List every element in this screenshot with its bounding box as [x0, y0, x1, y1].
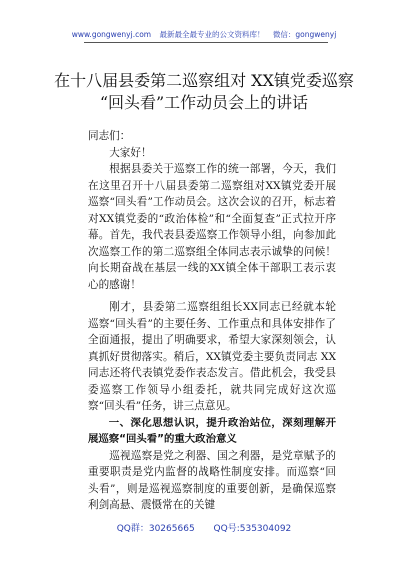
salutation: 大家好！	[109, 146, 152, 159]
site-slogan: 最新最全最专业的公文资料库！	[159, 30, 265, 39]
document-title	[40, 70, 368, 114]
page-footer	[0, 521, 408, 534]
qq-group: QQ群：30265665	[116, 524, 195, 534]
section-heading-1: 一、深化思想认识，提升政治站位，深刻理解开展巡察“回头看”的重大政治意义	[88, 416, 336, 445]
title-line-1: 在十八届县委第二巡察组对 XX镇党委巡察	[54, 71, 354, 90]
paragraph-3: 巡视巡察是党之利器、国之利器，是党章赋予的重要职责是党内监督的战略性制度安排。而巡察“回头看”，则是巡视巡察制度的重要创新，是确保巡察利剑高悬、震慑常在的关键	[88, 449, 336, 511]
title-line-2: “回头看”工作动员会上的讲话	[99, 93, 309, 112]
header-divider	[84, 42, 328, 43]
paragraph-1: 根据县委关于巡察工作的统一部署，今天，我们在这里召开十八届县委第二巡察组对XX镇党委开展巡察“回头看”工作动员会。这次会议的召开，标志着对XX镇党委的“政治体检”和“全面复查”正式拉开序幕。首先，我代表县委巡察工作领导小组，向参加此次巡察工作的第二巡察组全体同志表示诚挚的问候！向长期奋战在基层一线的XX镇全体干部职工表示衷心的感谢！	[88, 163, 336, 291]
qq-number: QQ号:535304092	[213, 524, 292, 534]
document-body	[88, 128, 336, 514]
wechat-id: 微信：gongwenyj	[272, 30, 337, 39]
paragraph-2: 刚才，县委第二巡察组组长XX同志已经就本轮巡察“回头看”的主要任务、工作重点和具体安排作了全面通报，提出了明确要求，希望大家深刻领会，认真抓好贯彻落实。稍后，XX镇党委主要负责同志 XX同志还将代表镇党委作表态发言。借此机会，我受县委巡察工作领导小组委托，就共同完成好这次巡察“回头看”任务，讲三点意见。	[88, 301, 336, 412]
site-header	[0, 29, 408, 40]
greeting: 同志们：	[88, 130, 131, 142]
site-url[interactable]: www.gongwenyj.com	[71, 30, 152, 39]
